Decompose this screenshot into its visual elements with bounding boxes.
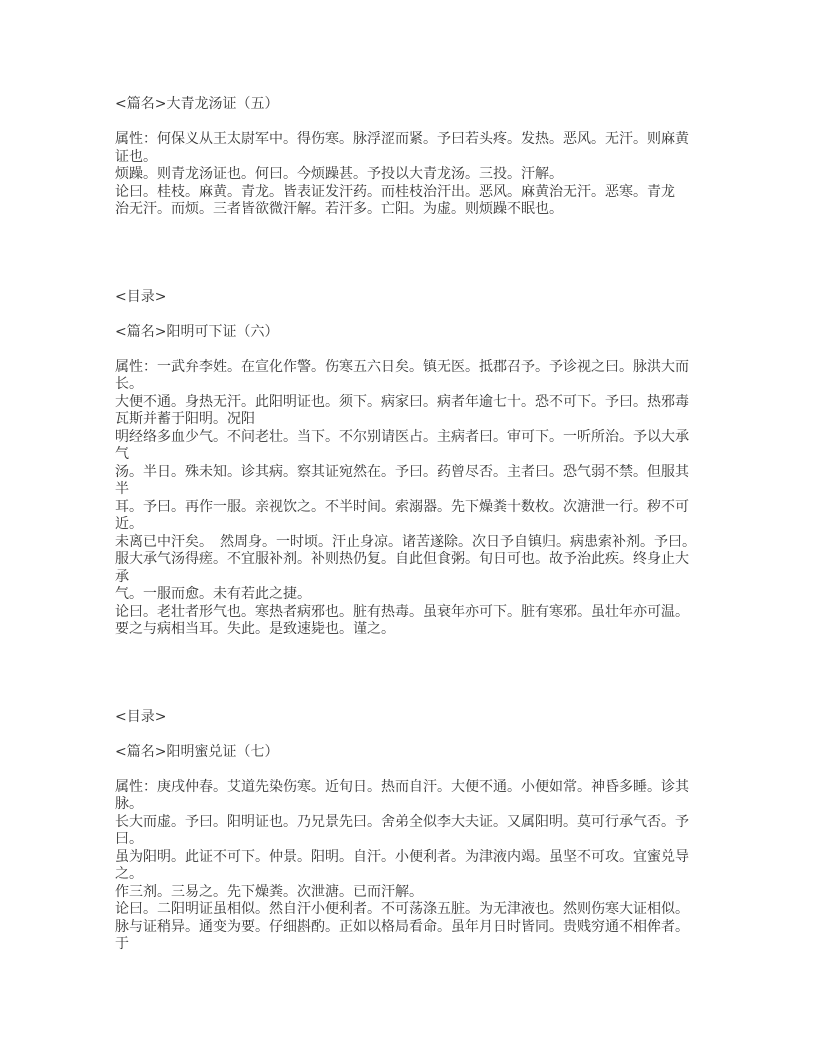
text-line: 耳。予曰。再作一服。亲视饮之。不半时间。索溺器。先下燥粪十数枚。次溏泄一行。秽不可 [115, 498, 689, 515]
blank-line [115, 341, 725, 359]
text-line: 治无汗。而烦。三者皆欲微汗解。若汗多。亡阳。为虚。则烦躁不眠也。 [115, 201, 563, 217]
text-line: 长。 [115, 376, 143, 392]
text-line: <篇名>阳明蜜兑证（七） [115, 743, 279, 760]
text-line: 大便不通。身热无汗。此阳明证也。须下。病家曰。病者年逾七十。恐不可下。予曰。热邪毒 [115, 393, 689, 410]
text-line: 烦躁。则青龙汤证也。何曰。今烦躁甚。予投以大青龙汤。三投。汗解。 [115, 166, 563, 182]
text-line: 脉。 [115, 796, 143, 812]
blank-line [115, 656, 725, 674]
text-line: 属性：何保义从王太尉军中。得伤寒。脉浮涩而紧。予曰若头疼。发热。恶风。无汗。则麻黄 [115, 131, 689, 147]
blank-line [115, 271, 725, 289]
blank-line [115, 219, 725, 237]
text-line: 汤。半日。殊未知。诊其病。察其证宛然在。予曰。药曾尽否。主者曰。恐气弱不禁。但服其 [115, 463, 689, 480]
text-line: 虽为阳明。此证不可下。仲景。阳明。自汗。小便利者。为津液内竭。虽坚不可攻。宜蜜兑导 [115, 848, 689, 865]
text-line: 气 [115, 446, 129, 462]
blank-line [115, 674, 725, 692]
blank-line [115, 306, 725, 324]
blank-line [115, 254, 725, 272]
blank-line [115, 761, 725, 779]
text-line: 近。 [115, 516, 143, 532]
document-body [115, 96, 725, 954]
text-line: 属性：庚戌仲春。艾道先染伤寒。近旬日。热而自汗。大便不通。小便如常。神昏多睡。诊其 [115, 778, 689, 795]
text-line: <篇名>大青龙汤证（五） [115, 96, 279, 112]
text-line: 气。一服而愈。未有若此之捷。 [115, 586, 311, 602]
text-line: 曰。 [115, 831, 143, 847]
text-line: <目录> [115, 708, 167, 725]
text-line: 证也。 [115, 148, 157, 165]
text-line: 作三剂。三易之。先下燥粪。次泄溏。已而汗解。 [115, 883, 423, 900]
text-line: 脉与证稍异。通变为要。仔细斟酌。正如以格局看命。虽年月日时皆同。贵贱穷通不相侔者。 [115, 918, 689, 935]
blank-line [115, 236, 725, 254]
text-line: 未离已中汗矣。 然周身。一时顷。汗止身凉。诸苦遂除。次日予自镇归。病患索补剂。予曰。 [115, 533, 696, 550]
blank-line [115, 691, 725, 709]
text-line: <篇名>阳明可下证（六） [115, 323, 279, 340]
text-line: 论曰。桂枝。麻黄。青龙。皆表证发汗药。而桂枝治汗出。恶风。麻黄治无汗。恶寒。青龙 [115, 183, 675, 200]
text-line: 长大而虚。予曰。阳明证也。乃兄景先曰。舍弟全似李大夫证。又属阳明。莫可行承气否。予 [115, 813, 689, 830]
text-line: 服大承气汤得瘥。不宜服补剂。补则热仍复。自此但食粥。旬日可也。故予治此疾。终身止大 [115, 551, 689, 567]
blank-line [115, 726, 725, 744]
text-line: 属性：一武弁李姓。在宣化作警。伤寒五六日矣。镇无医。抵郡召予。予诊视之曰。脉洪大而 [115, 358, 689, 375]
text-line: <目录> [115, 288, 167, 305]
text-line: 瓦斯并蓄于阳明。况阳 [115, 411, 255, 427]
text-line: 之。 [115, 866, 143, 882]
text-line: 论曰。老壮者形气也。寒热者病邪也。脏有热毒。虽衰年亦可下。脏有寒邪。虽壮年亦可温。 [115, 603, 689, 620]
text-line: 于 [115, 936, 129, 952]
text-line: 要之与病相当耳。失此。是致速毙也。谨之。 [115, 621, 395, 637]
text-line: 半 [115, 481, 129, 497]
blank-line [115, 114, 725, 132]
blank-line [115, 639, 725, 657]
text-line: 承 [115, 568, 129, 585]
text-line: 明经络多血少气。不问老壮。当下。不尔别请医占。主病者曰。审可下。一听所治。予以大承 [115, 428, 689, 445]
text-line: 论曰。二阳明证虽相似。然自汗小便利者。不可荡涤五脏。为无津液也。然则伤寒大证相似。 [115, 901, 689, 917]
